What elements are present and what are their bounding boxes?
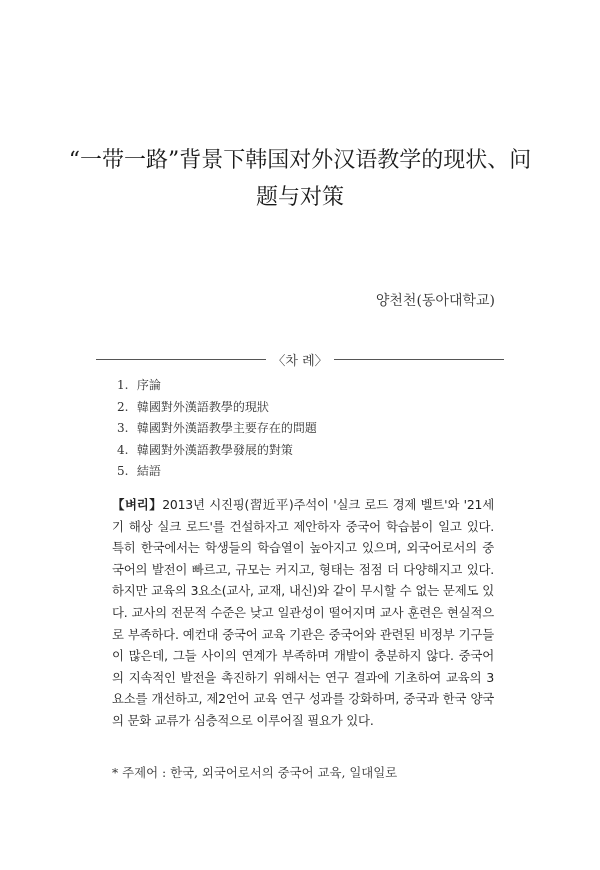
title-line-1: “一带一路”背景下韩国对外汉语教学的现状、问	[68, 148, 532, 173]
author: 양천천(동아대학교)	[375, 293, 495, 309]
title-line-2: 题与对策	[255, 185, 344, 210]
toc-item: 1. 序論	[117, 378, 161, 392]
toc-heading-label: 〈차 례〉	[272, 354, 328, 369]
keywords: * 주제어 : 한국, 외국어로서의 중국어 교육, 일대일로	[112, 765, 398, 780]
toc-item: 3. 韓國對外漢語教學主要存在的問題	[117, 421, 317, 436]
table-of-contents	[117, 375, 317, 483]
divider-right	[334, 359, 504, 360]
abstract	[112, 494, 494, 732]
toc-item: 2. 韓國對外漢語教學的現狀	[117, 399, 269, 414]
abstract-text: 2013년 시진핑(習近平)주석이 '실크 로드 경제 벨트'와 '21세기 해상 실크 로드'를 건설하자고 제안하자 중국어 학습붐이 일고 있다. 특히 한국에서는 학생들의 학습열이 높아지고 있으며, 외국어로서의 중국어의 발전이 빠르고, 규모는 커지고, 형태는 점점 더 다양해지고 있다. 하지만 교육의 3요소(교사, 교재, 내신)와 같이 무시할 수 없는 문제도 있다. 교사의 전문적 수준은 낮고 일관성이 떨어지며 교사 훈련은 현실적으로 부족하다. 예컨대 중국어 교육 기관은 중국어와 관련된 비정부 기구들이 많은데, 그들 사이의 연계가 부족하며 개발이 충분하지 않다. 중국어의 지속적인 발전을 촉진하기 위해서는 연구 결과에 기초하여 교육의 3요소를 개선하고, 제2언어 교육 연구 성과를 강화하며, 중국과 한국 양국의 문화 교류가 심층적으로 이루어질 필요가 있다.	[112, 497, 494, 728]
abstract-tag: 【벼리】	[112, 497, 163, 512]
paper-title	[60, 142, 540, 216]
toc-heading	[96, 349, 504, 369]
toc-item: 5. 結語	[117, 464, 161, 479]
toc-item: 4. 韓國對外漢語教學發展的對策	[117, 442, 293, 457]
